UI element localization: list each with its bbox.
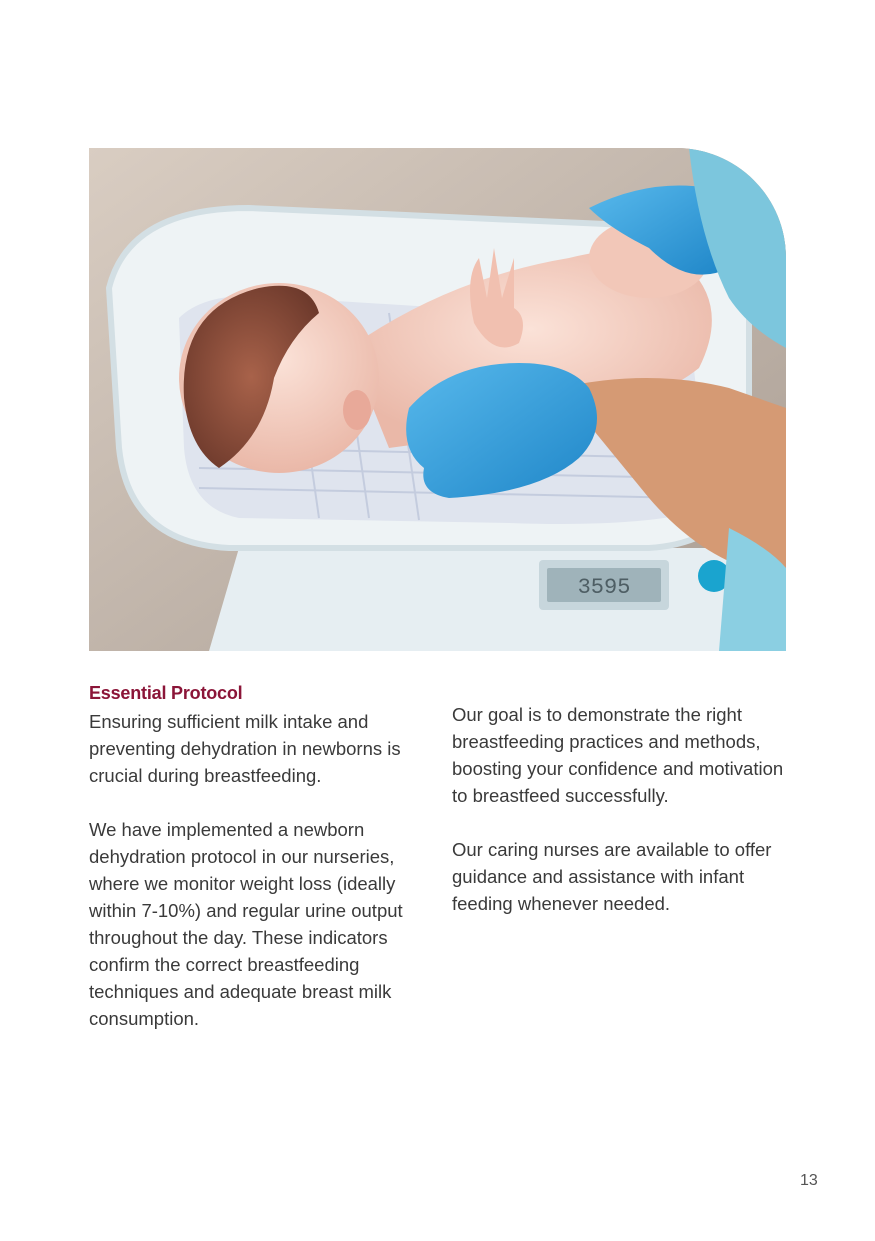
section-heading: Essential Protocol	[89, 683, 243, 703]
paragraph-intro: Ensuring sufficient milk intake and preventing dehydration in newborns is crucial during breastfeeding.	[89, 711, 401, 786]
scale-display-value: 3595	[577, 575, 631, 600]
newborn-on-scale-photo	[89, 148, 786, 651]
paragraph-goal: Our goal is to demonstrate the right breastfeeding practices and methods, boosting your confidence and motivation to breastfeed successfully.	[452, 704, 784, 806]
paragraph-nurses: Our caring nurses are available to offer guidance and assistance with infant feeding whenever needed.	[452, 839, 772, 914]
page-number: 13	[800, 1172, 818, 1189]
paragraph-protocol: We have implemented a newborn dehydration protocol in our nurseries, where we monitor weight loss (ideally within 7-10%) and regular urine output throughout the day. These indicators confirm the correct breastfeeding techniques and adequate breast milk consumption.	[89, 819, 403, 1029]
scale-base	[209, 548, 786, 651]
right-column-text	[452, 701, 792, 917]
baby-ear	[343, 390, 371, 430]
left-column-text	[89, 708, 429, 1032]
photo-illustration	[89, 148, 786, 651]
